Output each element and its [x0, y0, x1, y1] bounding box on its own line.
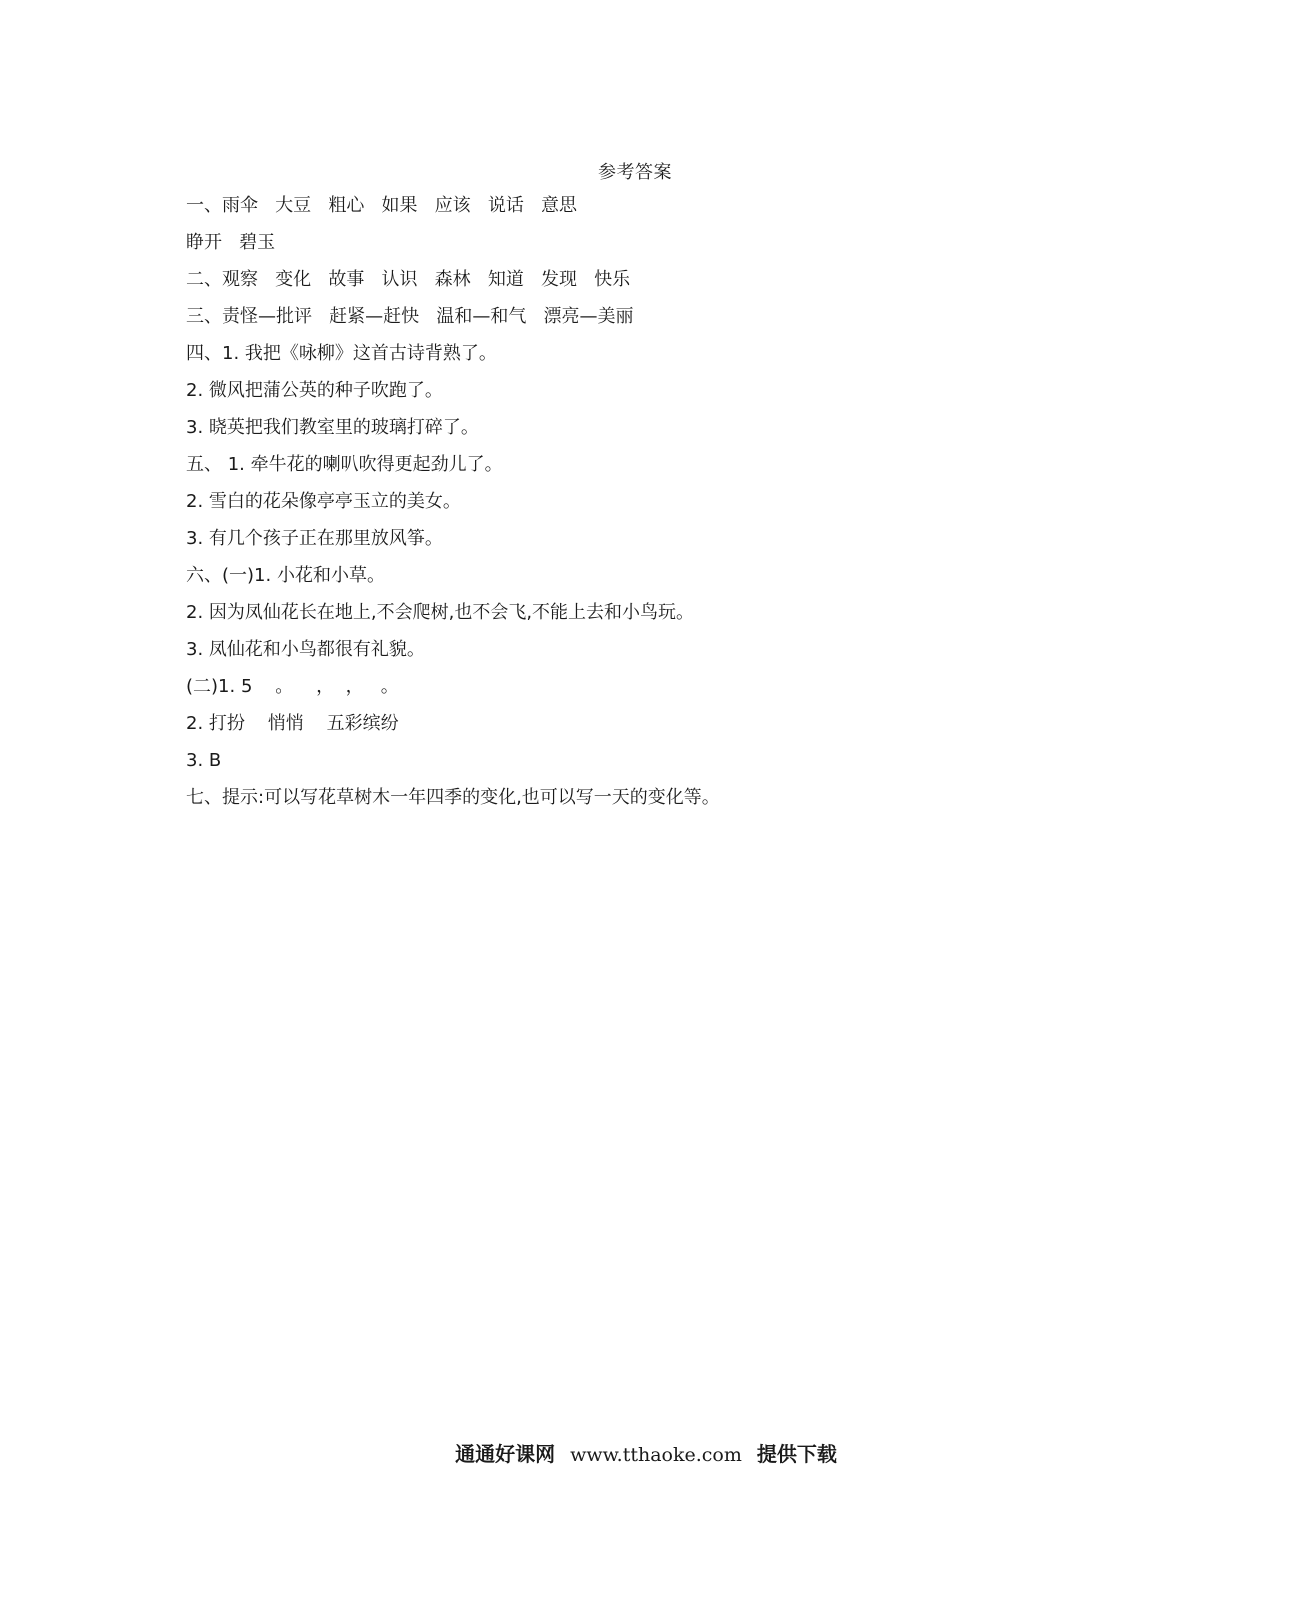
- answer-line: 2. 因为凤仙花长在地上,不会爬树,也不会飞,不能上去和小鸟玩。: [186, 602, 695, 623]
- answer-line: 2. 雪白的花朵像亭亭玉立的美女。: [186, 491, 461, 512]
- answer-line: 2. 打扮 悄悄 五彩缤纷: [186, 713, 399, 734]
- answer-line: (二)1. 5 。 ， ， 。: [186, 676, 399, 697]
- answer-line: 七、提示:可以写花草树木一年四季的变化,也可以写一天的变化等。: [186, 787, 720, 808]
- answer-line: 3. 凤仙花和小鸟都很有礼貌。: [186, 639, 425, 660]
- answer-line: 六、(一)1. 小花和小草。: [186, 565, 385, 586]
- answer-line: 3. 有几个孩子正在那里放风筝。: [186, 528, 443, 549]
- answer-line: 一、雨伞 大豆 粗心 如果 应该 说话 意思: [186, 195, 577, 216]
- answer-list: [186, 192, 1166, 821]
- answer-line: 三、责怪—批评 赶紧—赶快 温和—和气 漂亮—美丽: [186, 306, 634, 327]
- footer-suffix: 提供下载: [756, 1442, 837, 1466]
- answer-line: 3. B: [186, 750, 222, 771]
- footer-url-link[interactable]: www.tthaoke.com: [570, 1444, 742, 1466]
- page-title: 参考答案: [598, 162, 672, 183]
- answer-line: 2. 微风把蒲公英的种子吹跑了。: [186, 380, 443, 401]
- answer-line: 3. 晓英把我们教室里的玻璃打碎了。: [186, 417, 479, 438]
- answer-line: 二、观察 变化 故事 认识 森林 知道 发现 快乐: [186, 269, 631, 290]
- answer-line: 五、 1. 牵牛花的喇叭吹得更起劲儿了。: [186, 454, 503, 475]
- answer-line: 睁开 碧玉: [186, 232, 276, 253]
- footer-credit: [0, 1438, 1292, 1467]
- footer-site-name: 通通好课网: [455, 1442, 556, 1466]
- answer-line: 四、1. 我把《咏柳》这首古诗背熟了。: [186, 343, 497, 364]
